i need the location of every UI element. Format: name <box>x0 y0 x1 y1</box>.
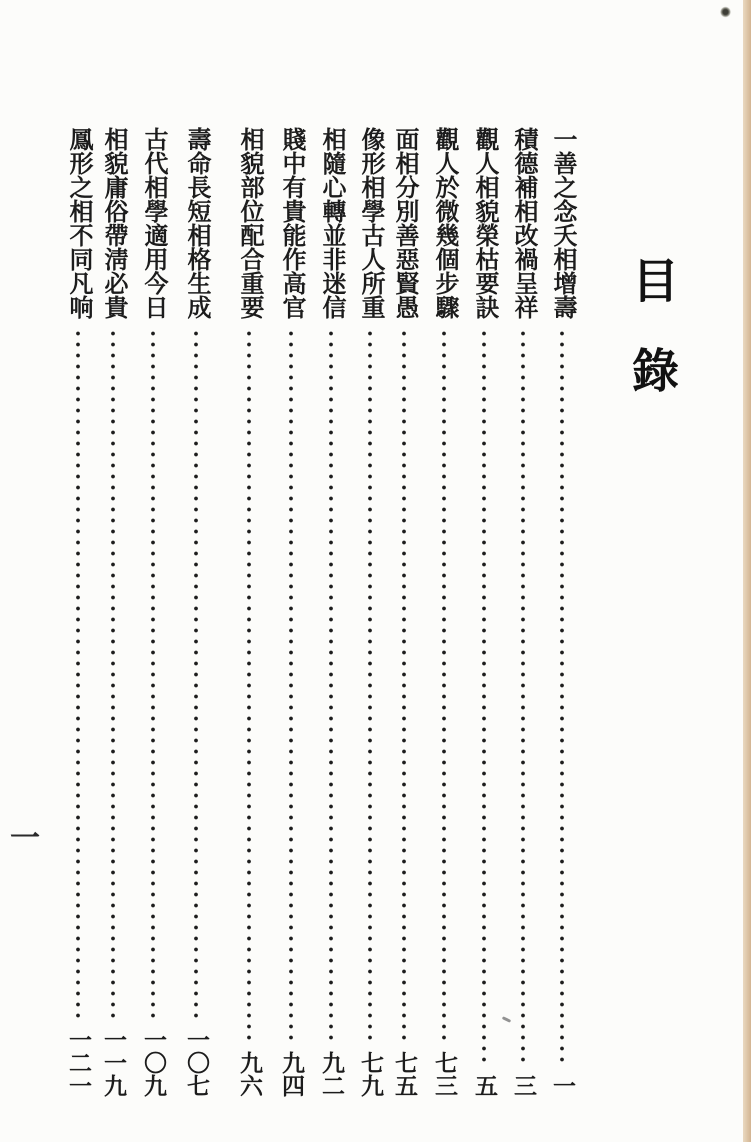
toc-entry <box>387 127 421 1097</box>
toc-entry-title: 鳳形之相不同凡响 <box>65 127 91 319</box>
toc-entry-title: 古代相學適用今日 <box>140 127 166 319</box>
toc-entry <box>232 127 266 1097</box>
dotted-leader <box>285 328 297 1043</box>
toc-entry-title: 一善之念夭相增壽 <box>549 127 575 319</box>
toc-entry <box>61 127 95 1097</box>
toc-entry-title: 觀人於微幾個步驟 <box>431 127 457 319</box>
dotted-leader <box>556 328 568 1066</box>
toc-entry-title: 相隨心轉並非迷信 <box>318 127 344 319</box>
toc-entry-page: 一一九 <box>101 1028 126 1097</box>
toc-entry-page: 一〇七 <box>184 1028 209 1097</box>
toc-entry <box>314 127 348 1097</box>
toc-entry-title: 觀人相貌榮枯要訣 <box>471 127 497 319</box>
dotted-leader <box>325 328 337 1043</box>
dotted-leader <box>72 328 84 1020</box>
toc-entry-page: 九六 <box>237 1051 262 1097</box>
toc-entry-page: 一 <box>550 1074 575 1097</box>
toc-entry-title: 賤中有貴能作高官 <box>278 127 304 319</box>
dotted-leader <box>398 328 410 1043</box>
toc-entry <box>96 127 130 1097</box>
toc-entry-page: 九二 <box>319 1051 344 1097</box>
toc-entry-page: 七五 <box>392 1051 417 1097</box>
dotted-leader <box>517 328 529 1066</box>
toc-entry-title: 壽命長短相格生成 <box>183 127 209 319</box>
toc-entry-page: 一二一 <box>66 1028 91 1097</box>
toc-entry-page: 三 <box>511 1074 536 1097</box>
toc-entry-title: 面相分別善惡賢愚 <box>391 127 417 319</box>
toc-entry-page: 七三 <box>432 1051 457 1097</box>
dotted-leader <box>438 328 450 1043</box>
toc-entry <box>274 127 308 1097</box>
dotted-leader <box>147 328 159 1020</box>
toc-entry-page: 一〇九 <box>141 1028 166 1097</box>
dotted-leader <box>243 328 255 1043</box>
dotted-leader <box>364 328 376 1043</box>
toc-entry <box>545 127 579 1097</box>
page-title: 目錄 <box>625 256 677 436</box>
toc-entry-page: 五 <box>472 1074 497 1097</box>
toc-entry-page: 七九 <box>358 1051 383 1097</box>
toc-entry-page: 九四 <box>279 1051 304 1097</box>
dotted-leader <box>107 328 119 1020</box>
toc-entry <box>427 127 461 1097</box>
toc-entry-title: 積德補相改禍呈祥 <box>510 127 536 319</box>
toc-entry-title: 相貌庸俗帶淸必貴 <box>100 127 126 319</box>
toc-entry-title: 相貌部位配合重要 <box>236 127 262 319</box>
toc-entry <box>179 127 213 1097</box>
toc-entry <box>506 127 540 1097</box>
toc-entry <box>136 127 170 1097</box>
scan-speck <box>720 6 731 18</box>
dotted-leader <box>478 328 490 1066</box>
toc-entry-title: 像形相學古人所重 <box>357 127 383 319</box>
folio-number: 一 <box>10 822 40 855</box>
page-edge-strip <box>743 0 751 1142</box>
dotted-leader <box>190 328 202 1020</box>
toc-entry <box>353 127 387 1097</box>
toc-entry <box>467 127 501 1097</box>
